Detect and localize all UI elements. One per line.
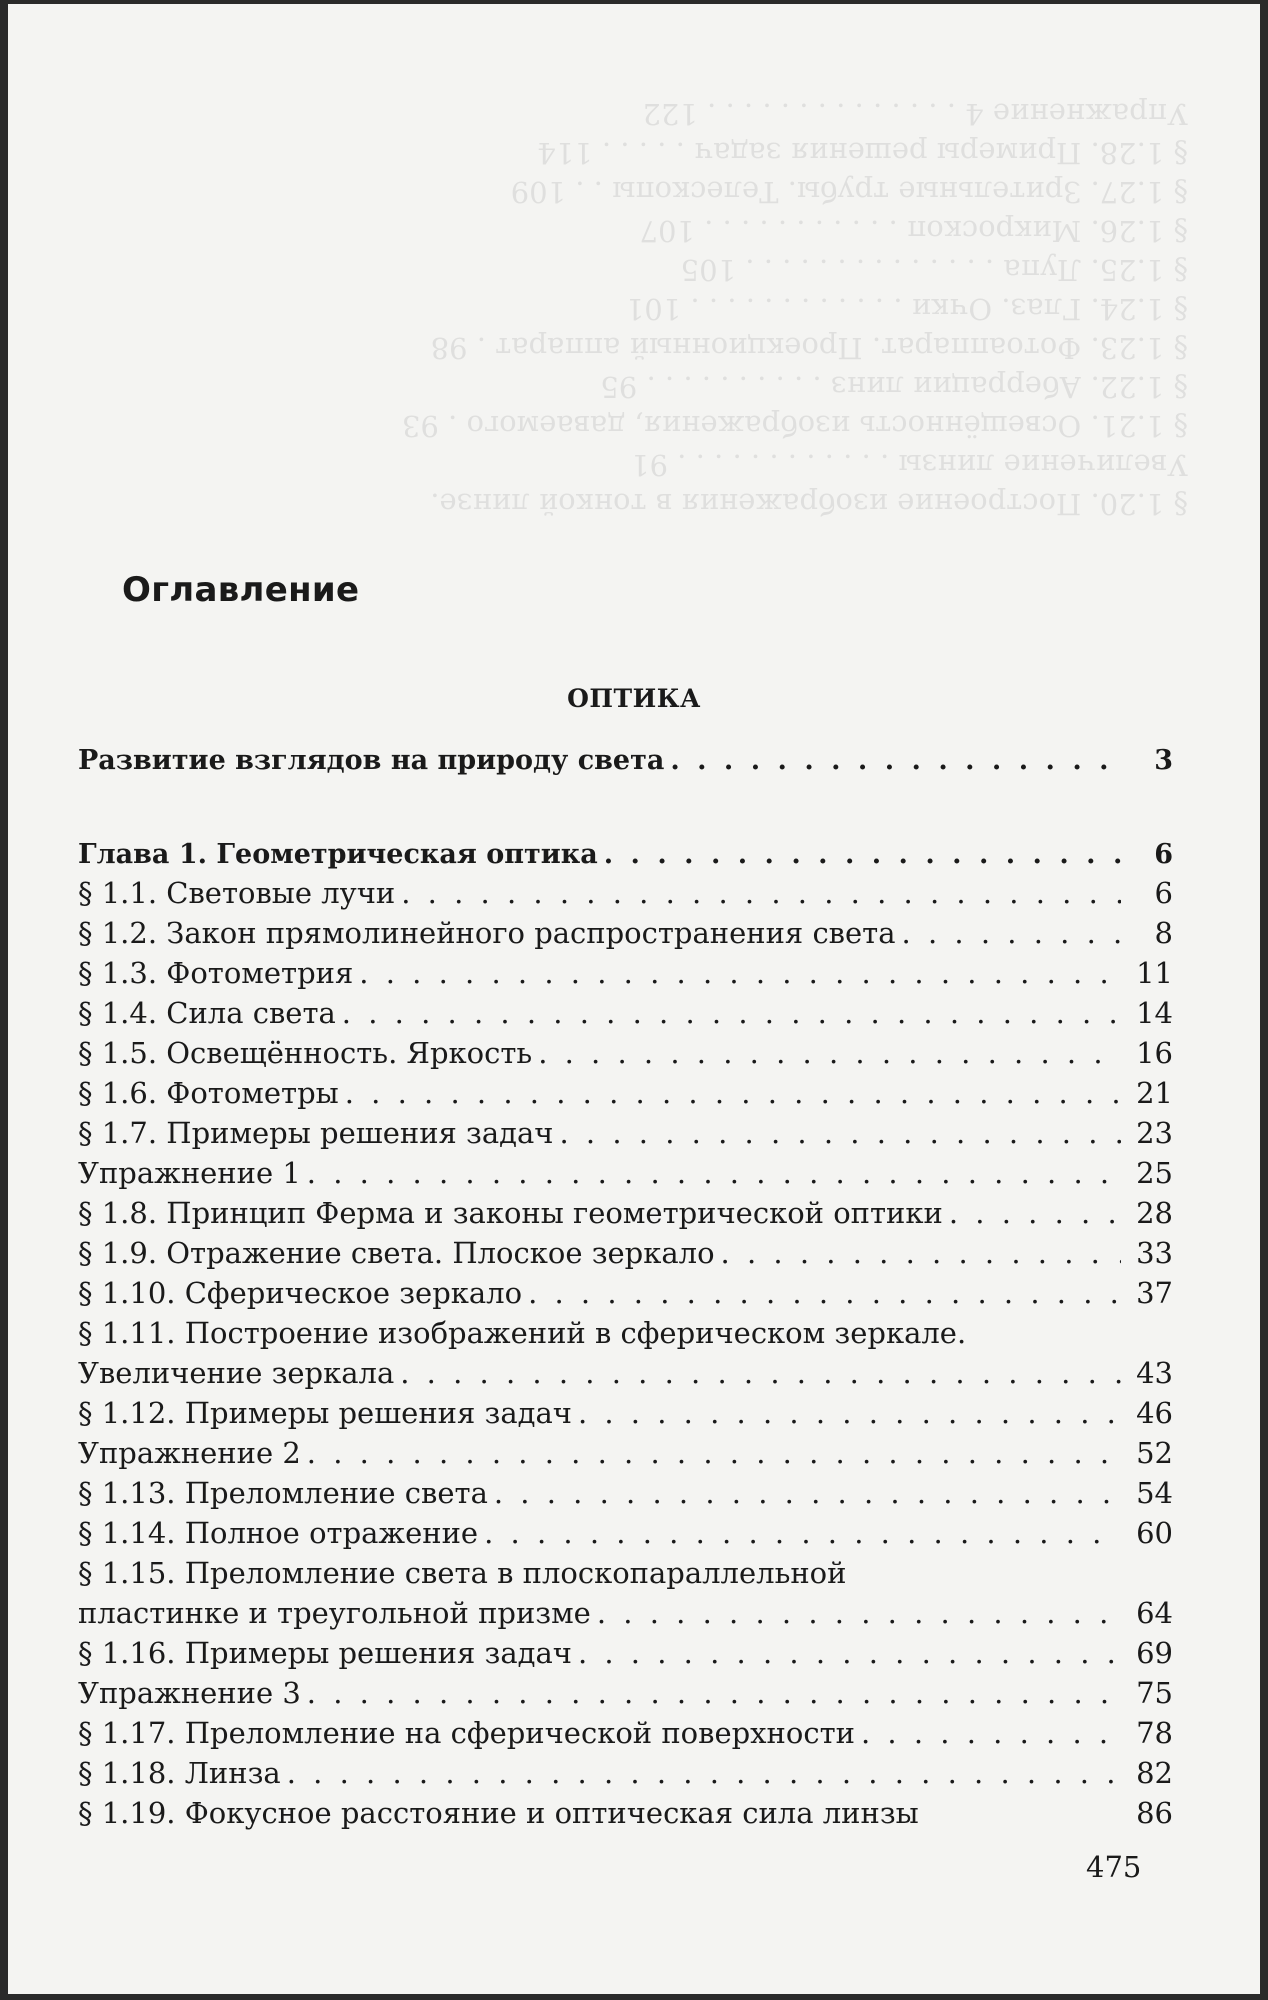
toc-entry-page: 52 [1136,1436,1173,1470]
page-number: 475 [1086,1850,1142,1884]
toc-entry [78,1190,1173,1230]
toc-entry-title: § 1.10. Сферическое зеркало [78,1276,523,1310]
toc-entry-page: 6 [1154,839,1173,870]
leader-dots [670,745,1121,776]
toc-entry-page: 60 [1136,1516,1173,1550]
toc-entry-page: 11 [1136,956,1173,990]
leader-dots [559,1116,1121,1150]
toc-entry [78,1510,1173,1550]
toc-entry [78,1550,1173,1590]
show-through-texture: § 1.20. Построение изображения в тонкой линзе. Увеличение линзы . . . . . . . . . . . . 91 § 1.21. Освещённость изображения, даваемого . 93 § 1.22. Аберрации линз . . . . . . . . . . 95 § 1.23. Фотоаппарат. Проекционный аппарат . 98 § 1.24. Глаз. Очки . . . . . . . . . . . . 101 § 1.25. Лупа . . . . . . . . . . . . . . 105 § 1.26. Микроскоп . . . . . . . . . . . 107 § 1.27. Зрительные трубы. Телескопы . . 109 § 1.28. Примеры решения задач . . . . . 114 Упражнение 4 . . . . . . . . . . . . . . 122 [401,97,1188,521]
toc-entry-page: 46 [1136,1396,1173,1430]
toc-entry-title: § 1.14. Полное отражение [78,1516,479,1550]
toc-entry-title: § 1.13. Преломление света [78,1476,488,1510]
leader-dots [597,1596,1121,1630]
toc-entry-title: § 1.7. Примеры решения задач [78,1116,554,1150]
toc-entry-page: 69 [1136,1636,1173,1670]
toc-entry [78,736,1173,776]
toc-entry-title: § 1.9. Отражение света. Плоское зеркало [78,1236,715,1270]
toc-entry [78,1230,1173,1270]
toc-entry-page: 21 [1136,1076,1173,1110]
toc-entry [78,1590,1173,1630]
leader-dots [345,1076,1121,1110]
leader-dots [578,1636,1121,1670]
toc-entry [78,1030,1173,1070]
leader-dots [484,1516,1121,1550]
toc-entry [78,1150,1173,1190]
toc-entry [78,1390,1173,1430]
section-title: ОПТИКА [567,684,701,713]
toc-entry-title: § 1.1. Световые лучи [78,876,396,910]
toc-entry [78,1070,1173,1110]
toc-entry [78,1790,1173,1830]
toc-entry [78,1470,1173,1510]
toc-entry [78,1110,1173,1150]
book-page [8,4,1260,1994]
toc-entry-title: § 1.6. Фотометры [78,1076,339,1110]
toc-entry-page: 8 [1154,916,1173,950]
toc-entry [78,1430,1173,1470]
leader-dots [538,1036,1121,1070]
toc-entry-title: § 1.5. Освещённость. Яркость [78,1036,533,1070]
leader-dots [578,1396,1121,1430]
toc-entry-page: 43 [1136,1356,1173,1390]
toc-entry-page: 16 [1136,1036,1173,1070]
toc-entry [78,1350,1173,1390]
toc-entry [78,990,1173,1030]
toc-entry-title: Развитие взглядов на природу света [78,745,665,776]
leader-dots [307,1156,1121,1190]
leader-dots [494,1476,1121,1510]
toc-entry-title: Упражнение 3 [78,1676,301,1710]
leader-dots [359,956,1121,990]
toc-entry-page: 37 [1136,1276,1173,1310]
toc-entry-title: § 1.2. Закон прямолинейного распространения света [78,916,896,950]
toc-entry-page: 54 [1136,1476,1173,1510]
page-title: Оглавление [122,570,360,610]
toc-entry-title: § 1.4. Сила света [78,996,336,1030]
toc-entry [78,1310,1173,1350]
toc-entry-page: 25 [1136,1156,1173,1190]
toc-entry-page: 82 [1136,1756,1173,1790]
toc-entry-title: пластинке и треугольной призме [78,1596,591,1630]
toc-entry-title: Упражнение 1 [78,1156,301,1190]
toc-entry-title: § 1.3. Фотометрия [78,956,354,990]
leader-dots [604,839,1121,870]
toc-entry-page: 75 [1136,1676,1173,1710]
leader-dots [401,876,1121,910]
toc-entry-title: § 1.19. Фокусное расстояние и оптическая сила линзы [78,1796,919,1830]
leader-dots [342,996,1121,1030]
leader-dots [721,1236,1121,1270]
toc-entry-page: 33 [1136,1236,1173,1270]
leader-dots [861,1716,1121,1750]
toc-entry-title: § 1.8. Принцип Ферма и законы геометрической оптики [78,1196,943,1230]
toc-entry-title: Глава 1. Геометрическая оптика [78,839,598,870]
toc-entry [78,1670,1173,1710]
toc-entry-title: § 1.16. Примеры решения задач [78,1636,572,1670]
toc-entry [78,1750,1173,1790]
toc-entry-page: 3 [1154,745,1173,776]
toc-entry-title: § 1.11. Построение изображений в сферическом зеркале. [78,1316,967,1350]
leader-dots [400,1356,1121,1390]
toc-entry-page: 14 [1136,996,1173,1030]
leader-dots [287,1756,1121,1790]
leader-dots [902,916,1121,950]
toc-entry-title: § 1.18. Линза [78,1756,281,1790]
toc-entry-title: Упражнение 2 [78,1436,301,1470]
leader-dots [949,1196,1121,1230]
toc-entry-page: 86 [1136,1796,1173,1830]
toc-entry [78,1710,1173,1750]
leader-dots [307,1436,1121,1470]
toc-entry-title: § 1.17. Преломление на сферической поверхности [78,1716,855,1750]
toc-entry [78,950,1173,990]
toc-entry [78,870,1173,910]
toc-entry [78,1630,1173,1670]
toc-entry [78,1270,1173,1310]
toc-entry-page: 23 [1136,1116,1173,1150]
toc-entry-page: 6 [1154,876,1173,910]
toc-entry [78,830,1173,870]
leader-dots [528,1276,1121,1310]
toc-entry-title: § 1.12. Примеры решения задач [78,1396,572,1430]
leader-dots [307,1676,1121,1710]
toc-entry [78,910,1173,950]
toc-entry-page: 78 [1136,1716,1173,1750]
toc-entry-page: 28 [1136,1196,1173,1230]
toc-entry-title: § 1.15. Преломление света в плоскопараллельной [78,1556,847,1590]
toc-entry-title: Увеличение зеркала [78,1356,395,1390]
toc-entry-page: 64 [1136,1596,1173,1630]
